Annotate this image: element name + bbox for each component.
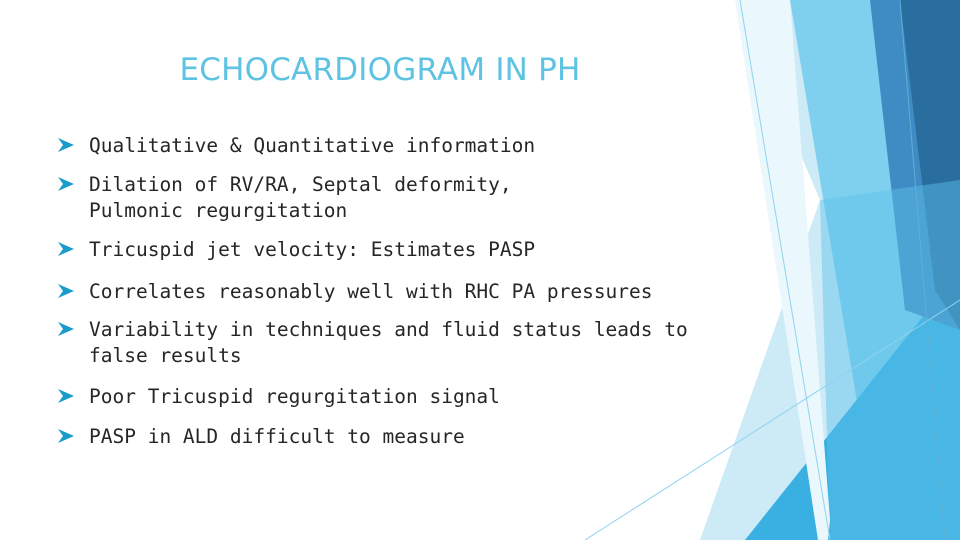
slide-title: ECHOCARDIOGRAM IN PH <box>179 52 581 88</box>
bullet-text: PASP in ALD difficult to measure <box>89 425 465 448</box>
diamond-arrow-icon <box>58 242 74 256</box>
diamond-arrow-icon <box>58 177 74 191</box>
diamond-arrow-icon <box>58 322 74 336</box>
facet-overlay <box>820 180 960 540</box>
bullet-text: Tricuspid jet velocity: Estimates PASP <box>89 238 536 261</box>
bullet-text: Variability in techniques and fluid status leads to false results <box>89 318 688 367</box>
diamond-arrow-icon <box>58 138 74 152</box>
diamond-arrow-icon <box>58 284 74 298</box>
diamond-arrow-icon <box>58 389 74 403</box>
bullet-text: Correlates reasonably well with RHC PA pressures <box>89 280 653 303</box>
bullet-text: Qualitative & Quantitative information <box>89 134 536 157</box>
bullet-text: Dilation of RV/RA, Septal deformity, Pulmonic regurgitation <box>89 173 512 222</box>
bullet-text: Poor Tricuspid regurgitation signal <box>89 385 500 408</box>
diamond-arrow-icon <box>58 429 74 443</box>
